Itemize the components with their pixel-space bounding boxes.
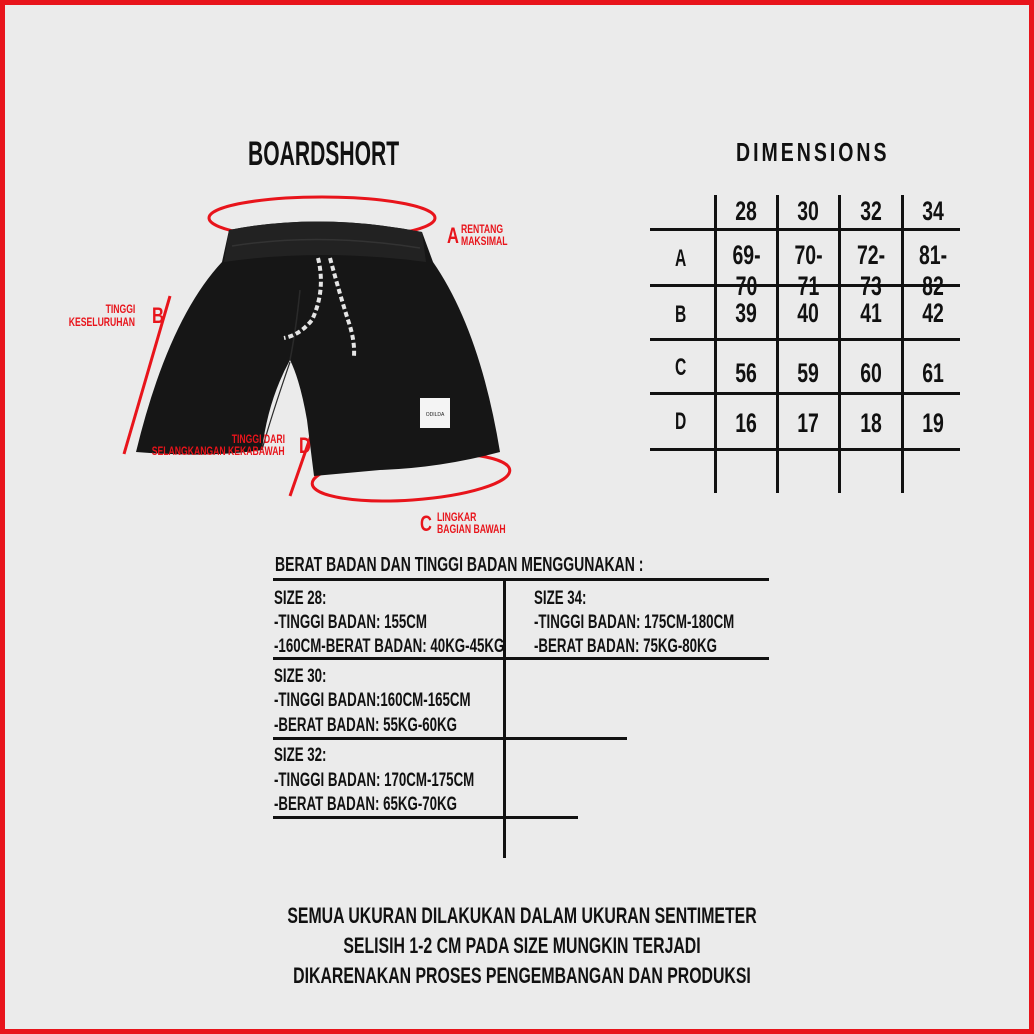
annotation-a-line1: RENTANG — [461, 222, 504, 236]
size30-line2: -BERAT BADAN: 55KG-60KG — [274, 715, 458, 736]
annotation-d-line1: TINGGI DARI — [231, 432, 285, 446]
table-cell: 19 — [922, 408, 944, 438]
table-cell: 42 — [922, 298, 944, 328]
table-cell: 81-82 — [918, 240, 948, 301]
product-title: BOARDSHORT — [248, 135, 400, 173]
table-cell: 16 — [735, 408, 758, 438]
size32-title: SIZE 32: — [274, 745, 327, 766]
dimension-table — [650, 195, 960, 495]
annotation-d-line2: SELANGKANGAN KEKABAWAH — [152, 444, 285, 458]
annotation-c-line2: BAGIAN BAWAH — [437, 522, 506, 536]
annotation-b-line2: KESELURUHAN — [68, 315, 135, 329]
size-header-32: 32 — [860, 196, 882, 226]
size34-line2: -BERAT BADAN: 75KG-80KG — [534, 636, 718, 657]
annotation-b-letter: B — [151, 303, 164, 328]
annotation-a-letter: A — [446, 223, 459, 248]
size34-title: SIZE 34: — [534, 588, 587, 609]
footer-note-1: SEMUA UKURAN DILAKUKAN DALAM UKURAN SENTIMETER — [287, 903, 757, 928]
annotation-d-letter: D — [298, 433, 311, 458]
annotation-b-line1: TINGGI — [105, 302, 135, 316]
row-label-b: B — [675, 301, 687, 328]
table-cell: 59 — [797, 358, 820, 388]
size-header-34: 34 — [922, 196, 944, 226]
table-cell: 70-71 — [794, 240, 823, 301]
footer-note-2: SELISIH 1-2 CM PADA SIZE MUNGKIN TERJADI — [343, 933, 701, 958]
table-cell: 41 — [860, 298, 882, 328]
size-header-30: 30 — [797, 196, 820, 226]
shorts-illustration — [5, 5, 1029, 1029]
dimensions-title: DIMENSIONS — [736, 137, 890, 167]
size-header-28: 28 — [735, 196, 758, 226]
size28-line1: -TINGGI BADAN: 155CM — [274, 612, 427, 633]
table-cell: 39 — [735, 298, 758, 328]
table-cell: 60 — [860, 358, 882, 388]
table-cell: 17 — [797, 408, 820, 438]
row-label-d: D — [675, 408, 687, 435]
row-label-c: C — [675, 354, 687, 381]
size32-line2: -BERAT BADAN: 65KG-70KG — [274, 794, 458, 815]
table-cell: 69-70 — [732, 240, 761, 301]
size30-line1: -TINGGI BADAN:160CM-165CM — [274, 690, 471, 711]
table-cell: 40 — [797, 298, 820, 328]
size28-title: SIZE 28: — [274, 588, 327, 609]
footer-notes — [5, 901, 1034, 991]
size-info-heading: BERAT BADAN DAN TINGGI BADAN MENGGUNAKAN : — [275, 554, 644, 576]
annotation-a-line2: MAKSIMAL — [461, 234, 508, 248]
table-cell: 72-73 — [856, 240, 886, 301]
size-info-table — [273, 550, 773, 870]
footer-note-3: DIKARENAKAN PROSES PENGEMBANGAN DAN PRODUKSI — [293, 963, 751, 988]
table-cell: 61 — [922, 358, 944, 388]
annotation-c-line1: LINGKAR — [437, 510, 477, 524]
size30-title: SIZE 30: — [274, 666, 327, 687]
size28-line2: -160CM-BERAT BADAN: 40KG-45KG — [274, 636, 505, 657]
brand-tag-text: ODILDA — [425, 412, 445, 418]
size34-line1: -TINGGI BADAN: 175CM-180CM — [534, 612, 735, 633]
table-cell: 56 — [735, 358, 758, 388]
annotation-c-letter: C — [419, 511, 432, 536]
table-cell: 18 — [860, 408, 882, 438]
size32-line1: -TINGGI BADAN: 170CM-175CM — [274, 770, 475, 791]
row-label-a: A — [675, 245, 687, 272]
